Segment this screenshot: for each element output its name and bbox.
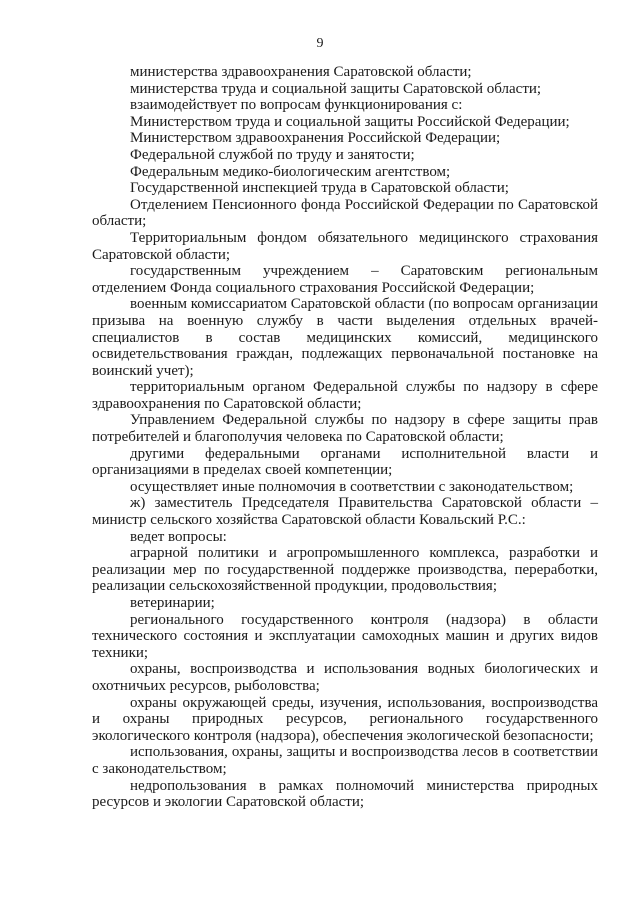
paragraph: охраны окружающей среды, изучения, использования, воспроизводства и охраны природных ресурсов, регионального государственного экологического контроля (надзора), обеспечения экологической безопасности; <box>92 694 598 744</box>
paragraph: взаимодействует по вопросам функционирования с: <box>130 97 463 114</box>
paragraph: регионального государственного контроля (надзора) в области технического состояния и эксплуатации самоходных машин и других видов техники; <box>92 611 598 661</box>
paragraph: министерства труда и социальной защиты Саратовской области; <box>130 80 542 97</box>
paragraph: Отделением Пенсионного фонда Российской Федерации по Саратовской области; <box>92 196 598 230</box>
paragraph: Государственной инспекцией труда в Саратовской области; <box>130 180 509 197</box>
paragraph: Министерством здравоохранения Российской Федерации; <box>130 130 501 147</box>
paragraph: другими федеральными органами исполнительной власти и организациями в пределах своей компетенции; <box>92 445 598 479</box>
paragraph: государственным учреждением – Саратовским региональным отделением Фонда социального страхования Российской Федерации; <box>92 263 598 296</box>
paragraph: Федеральной службой по труду и занятости; <box>130 146 415 163</box>
paragraph: осуществляет иные полномочия в соответствии с законодательством; <box>130 478 574 495</box>
paragraph: министерства здравоохранения Саратовской области; <box>130 64 472 80</box>
paragraph: Федеральным медико-биологическим агентством; <box>130 163 451 180</box>
paragraph: ветеринарии; <box>130 595 215 611</box>
paragraph: аграрной политики и агропромышленного комплекса, разработки и реализации мер по государственной поддержке производства, переработки, реализации сельскохозяйственной продукции, продовольствия; <box>92 545 598 595</box>
paragraph: военным комиссариатом Саратовской области (по вопросам организации призыва на военную службу в части выделения отдельных врачей-специалистов в состав медицинских комиссий, медицинского освидетельствования граждан, подлежащих первоначальной постановке на воинский учет); <box>92 296 598 379</box>
paragraph: Управлением Федеральной службы по надзору в сфере защиты прав потребителей и благополучия человека по Саратовской области; <box>92 412 598 446</box>
paragraph: территориальным органом Федеральной службы по надзору в сфере здравоохранения по Саратовской области; <box>92 379 598 412</box>
paragraph: ж) заместитель Председателя Правительства Саратовской области – министр сельского хозяйства Саратовской области Ковальский Р.С.: <box>92 495 598 529</box>
paragraph: охраны, воспроизводства и использования водных биологических и охотничьих ресурсов, рыболовства; <box>92 661 598 694</box>
paragraph: Министерством труда и социальной защиты Российской Федерации; <box>130 113 570 130</box>
document-body <box>92 64 598 811</box>
paragraph: недропользования в рамках полномочий министерства природных ресурсов и экологии Саратовской области; <box>92 777 598 811</box>
paragraph: использования, охраны, защиты и воспроизводства лесов в соответствии с законодательством; <box>92 744 598 777</box>
paragraph: Территориальным фондом обязательного медицинского страхования Саратовской области; <box>92 229 598 263</box>
paragraph: ведет вопросы: <box>130 528 227 545</box>
page-number: 9 <box>316 36 324 51</box>
